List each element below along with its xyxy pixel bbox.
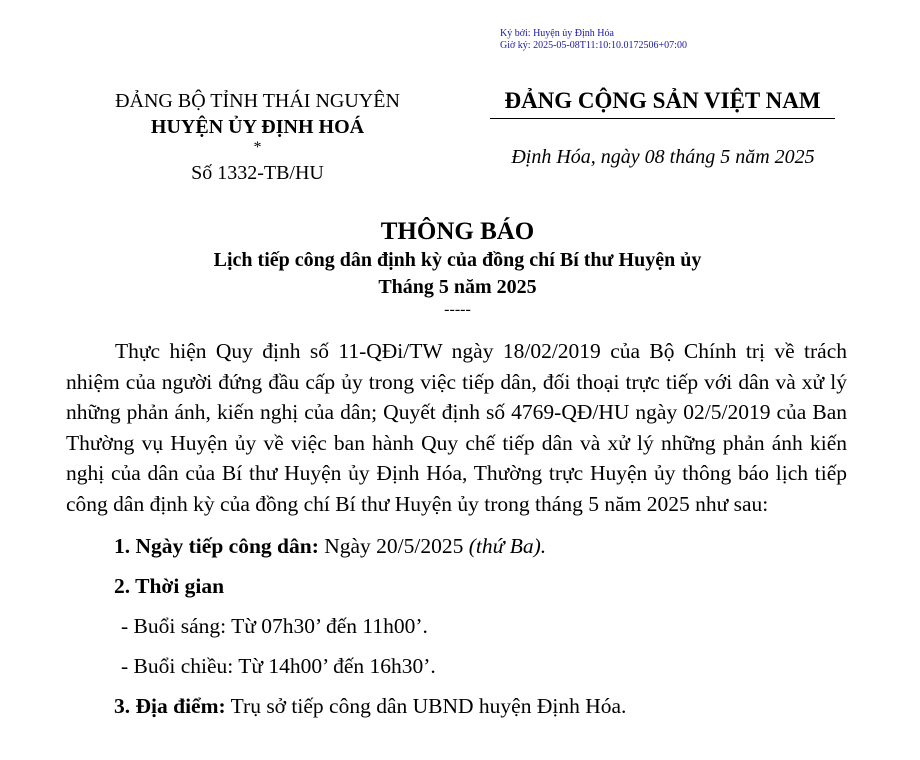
document-title-block: [0, 217, 915, 319]
district-party-committee: HUYỆN ỦY ĐỊNH HOÁ: [150, 116, 365, 138]
item-location-label: 3. Địa điểm:: [114, 693, 226, 718]
document-title: THÔNG BÁO: [380, 218, 535, 245]
party-header: [470, 86, 855, 119]
intro-paragraph: Thực hiện Quy định số 11-QĐi/TW ngày 18/02/2019 của Bộ Chính trị về trách nhiệm của người đứng đầu cấp ủy trong việc tiếp dân, đối thoại trực tiếp với dân và xử lý những phản ánh, kiến nghị của dân; Quyết định số 4769-QĐ/HU ngày 02/5/2019 của Ban Thường vụ Huyện ủy về việc ban hành Quy chế tiếp dân và xử lý những phản ánh kiến nghị của dân của Bí thư Huyện ủy Định Hóa, Thường trực Huyện ủy thông báo lịch tiếp công dân định kỳ của đồng chí Bí thư Huyện ủy trong tháng 5 năm 2025 như sau:: [66, 339, 847, 516]
place-and-date: Định Hóa, ngày 08 tháng 5 năm 2025: [511, 146, 815, 168]
time-afternoon: - Buổi chiều: Từ 14h00’ đến 16h30’.: [121, 653, 436, 678]
item-location-value: Trụ sở tiếp công dân UBND huyện Định Hóa.: [225, 693, 627, 718]
provincial-party-committee: ĐẢNG BỘ TỈNH THÁI NGUYÊN: [115, 90, 400, 112]
digital-signature-stamp: [500, 28, 687, 52]
item-reception-date: [114, 532, 847, 560]
signature-time: Giờ ký: 2025-05-08T11:10:10.0172506+07:00: [500, 40, 687, 51]
title-separator: -----: [444, 301, 471, 318]
item-reception-date-value: Ngày 20/5/2025: [318, 533, 469, 558]
item-reception-date-weekday: (thứ Ba).: [468, 533, 547, 558]
document-month: Tháng 5 năm 2025: [378, 276, 537, 298]
time-morning: - Buổi sáng: Từ 07h30’ đến 11h00’.: [121, 613, 428, 638]
party-name-underline: [490, 118, 835, 119]
document-subtitle: Lịch tiếp công dân định kỳ của đồng chí Bí thư Huyện ủy: [213, 249, 702, 271]
signature-signer: Ký bởi: Huyện ủy Định Hóa: [500, 28, 614, 39]
item-reception-date-label: 1. Ngày tiếp công dân:: [114, 533, 319, 558]
item-time-heading: 2. Thời gian: [114, 573, 225, 598]
party-name: ĐẢNG CỘNG SẢN VIỆT NAM: [504, 88, 821, 113]
issuing-authority-header: [65, 88, 450, 186]
item-location: [114, 692, 847, 720]
document-number: Số 1332-TB/HU: [191, 162, 324, 184]
header-star: *: [253, 139, 262, 156]
document-body: [66, 336, 847, 720]
